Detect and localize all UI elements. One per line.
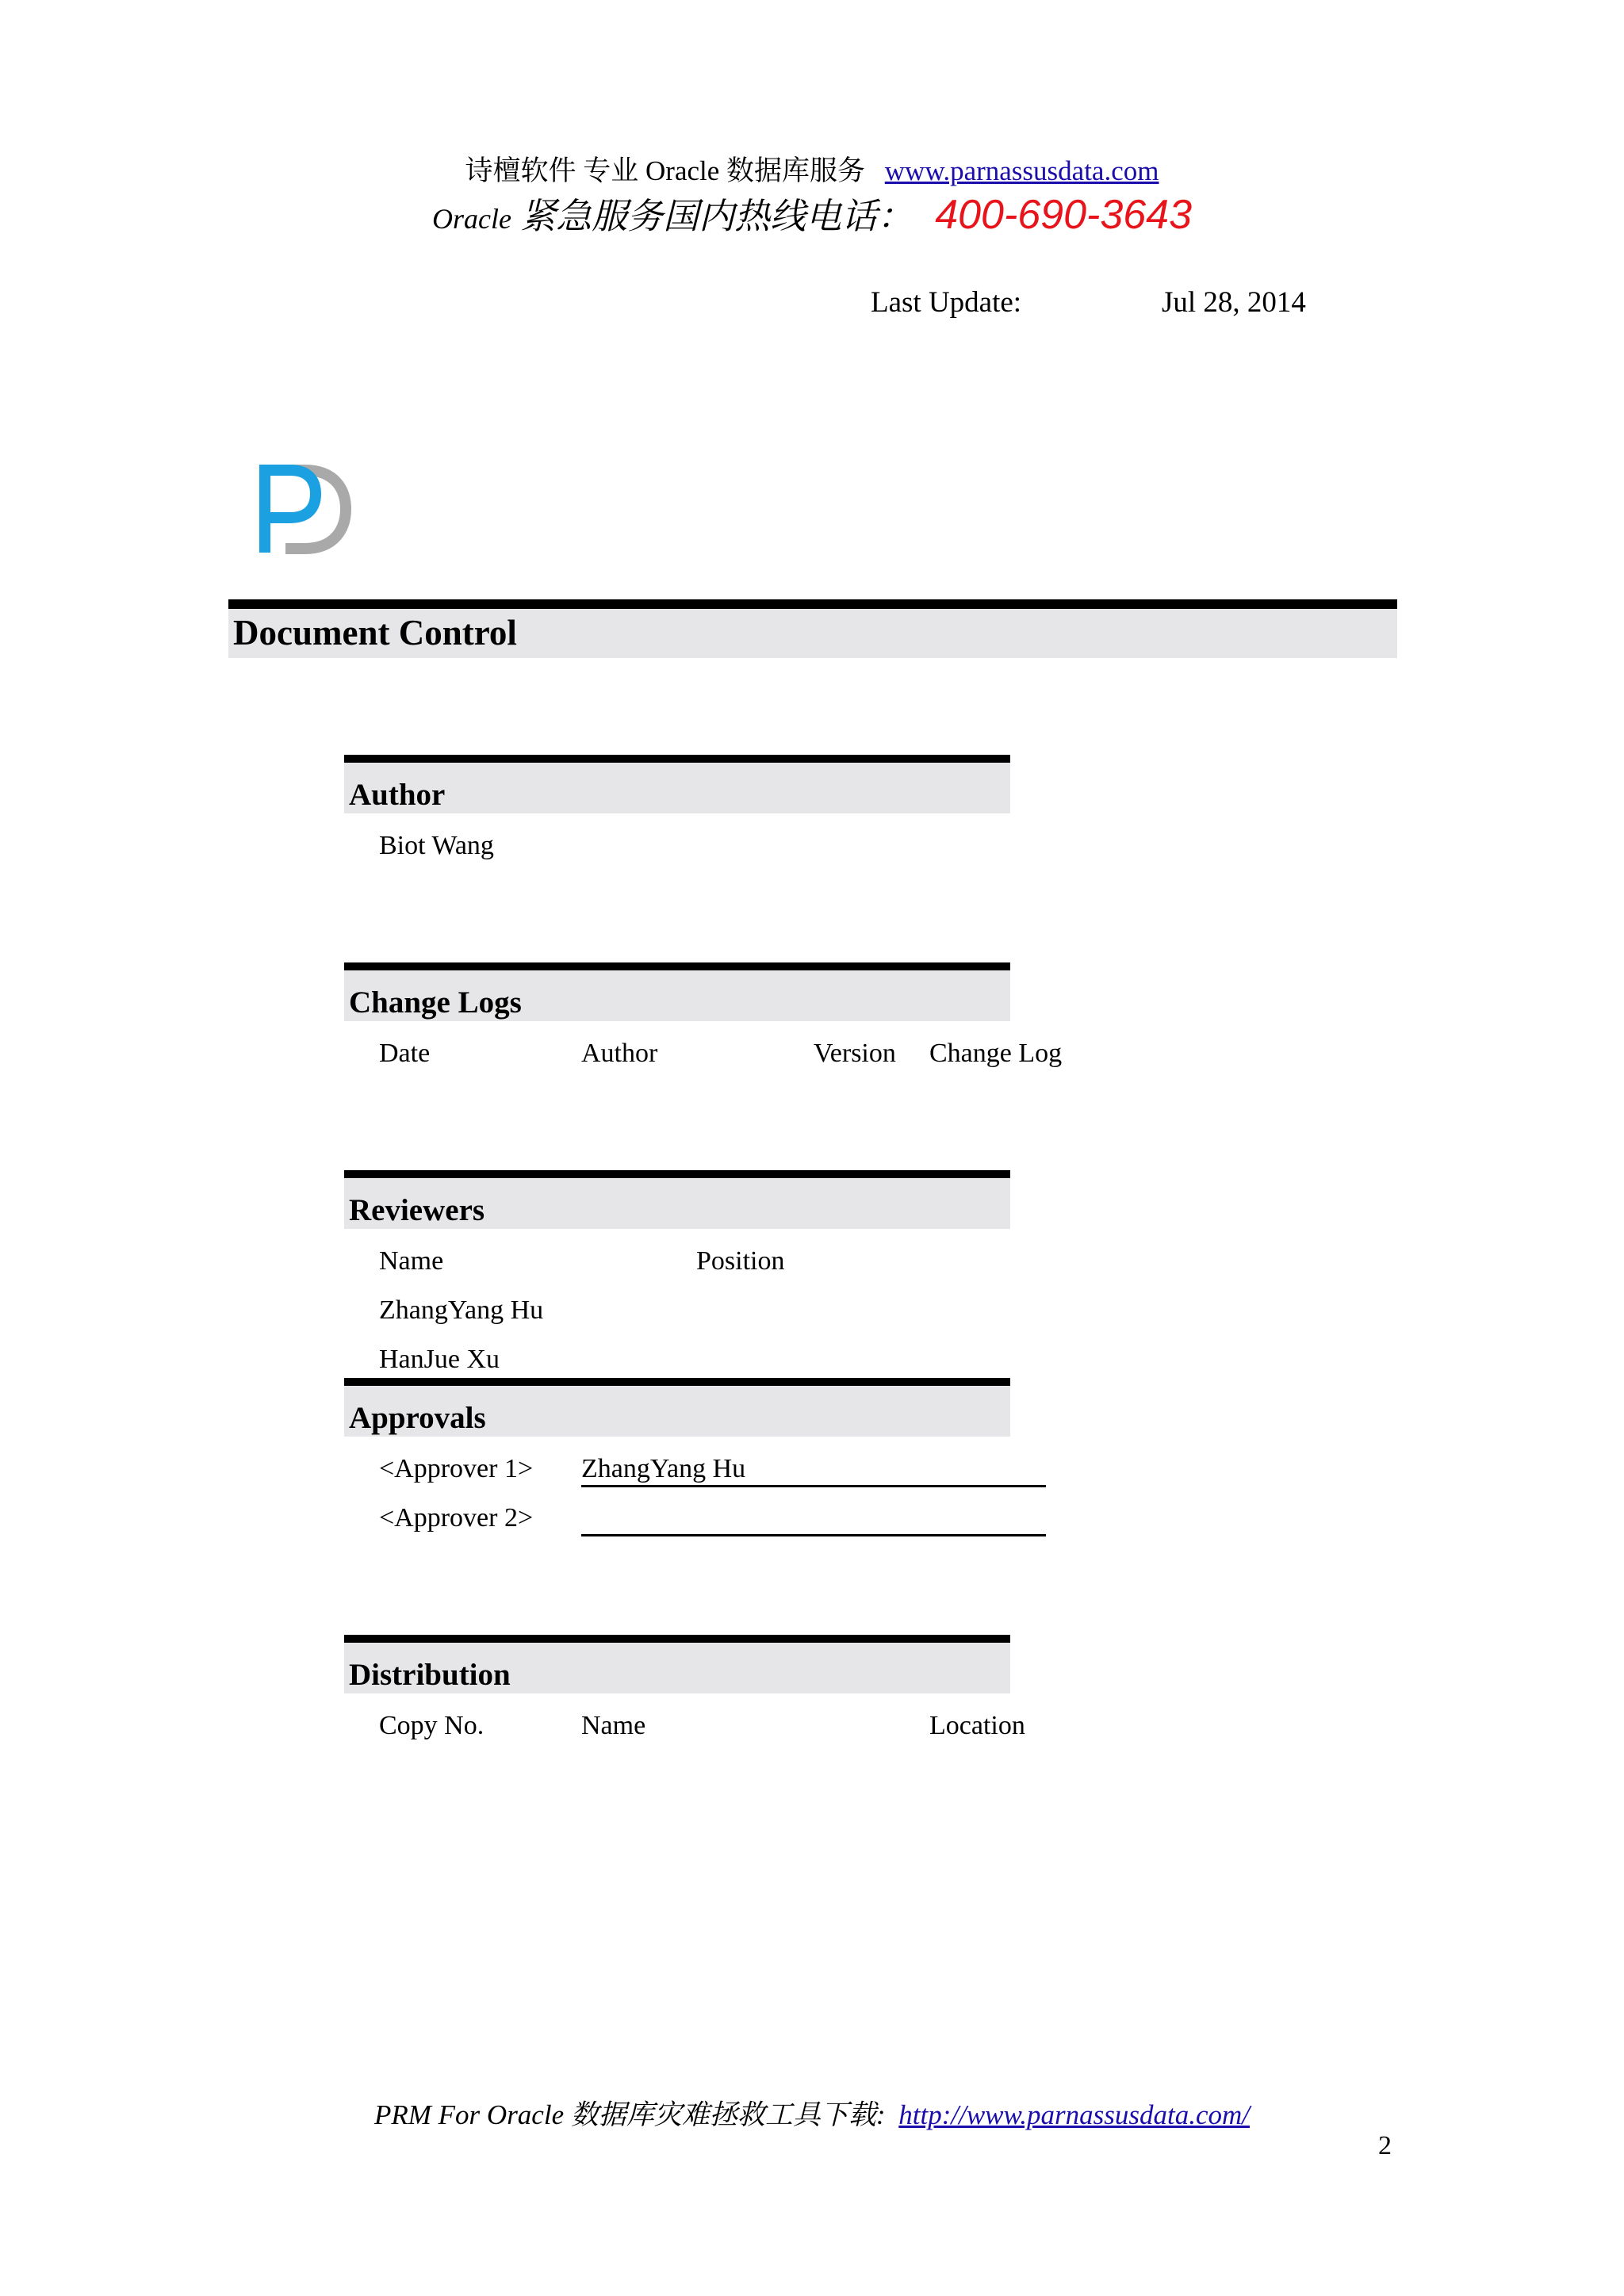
approver-2-signature-line xyxy=(581,1534,1046,1536)
approver-2-label: <Approver 2> xyxy=(379,1503,534,1533)
change-logs-col-change-log: Change Log xyxy=(929,1039,1063,1068)
header-line-1 xyxy=(0,149,1624,189)
reviewers-col-name: Name xyxy=(379,1246,444,1276)
header-website-link[interactable]: www.parnassusdata.com xyxy=(884,155,1159,186)
approver-1-value: ZhangYang Hu xyxy=(581,1454,746,1483)
header-hotline-text: 紧急服务国内热线电话： xyxy=(520,197,914,236)
reviewers-col-position: Position xyxy=(696,1246,785,1276)
change-logs-col-version: Version xyxy=(814,1039,896,1068)
distribution-section-title: Distribution xyxy=(349,1658,511,1692)
change-logs-col-date: Date xyxy=(379,1039,431,1068)
main-title-rule xyxy=(228,599,1397,609)
author-section-title: Author xyxy=(349,778,446,812)
change-logs-col-author: Author xyxy=(581,1039,658,1068)
reviewers-section-title: Reviewers xyxy=(349,1193,485,1227)
distribution-col-name: Name xyxy=(581,1711,646,1740)
header-line-2 xyxy=(0,187,1624,239)
footer-download-link[interactable]: http://www.parnassusdata.com/ xyxy=(898,2099,1250,2130)
pd-logo-icon xyxy=(259,464,354,555)
author-section-rule xyxy=(344,755,1010,763)
approvals-section-rule xyxy=(344,1378,1010,1386)
reviewer-row: ZhangYang Hu xyxy=(379,1295,544,1325)
approvals-section-title: Approvals xyxy=(349,1401,486,1435)
page-number: 2 xyxy=(1378,2131,1392,2160)
header-phone-number: 400-690-3643 xyxy=(935,192,1193,238)
footer xyxy=(0,2093,1624,2133)
approver-1-signature-line xyxy=(581,1485,1046,1487)
distribution-section-rule xyxy=(344,1635,1010,1643)
header-oracle-word: Oracle xyxy=(431,203,511,235)
distribution-col-location: Location xyxy=(929,1711,1025,1740)
last-update-label: Last Update: xyxy=(871,286,1022,319)
reviewers-section-rule xyxy=(344,1170,1010,1178)
change-logs-section-rule xyxy=(344,962,1010,970)
distribution-col-copy-no: Copy No. xyxy=(379,1711,485,1740)
footer-text: PRM For Oracle 数据库灾难拯救工具下载: xyxy=(374,2099,886,2130)
change-logs-section-title: Change Logs xyxy=(349,985,522,1020)
approver-1-label: <Approver 1> xyxy=(379,1454,534,1483)
header-company-text: 诗檀软件 专业 Oracle 数据库服务 xyxy=(465,155,866,186)
author-name: Biot Wang xyxy=(379,831,494,860)
reviewer-row: HanJue Xu xyxy=(379,1345,500,1374)
last-update-value: Jul 28, 2014 xyxy=(1162,286,1306,319)
document-title: Document Control xyxy=(233,613,517,652)
